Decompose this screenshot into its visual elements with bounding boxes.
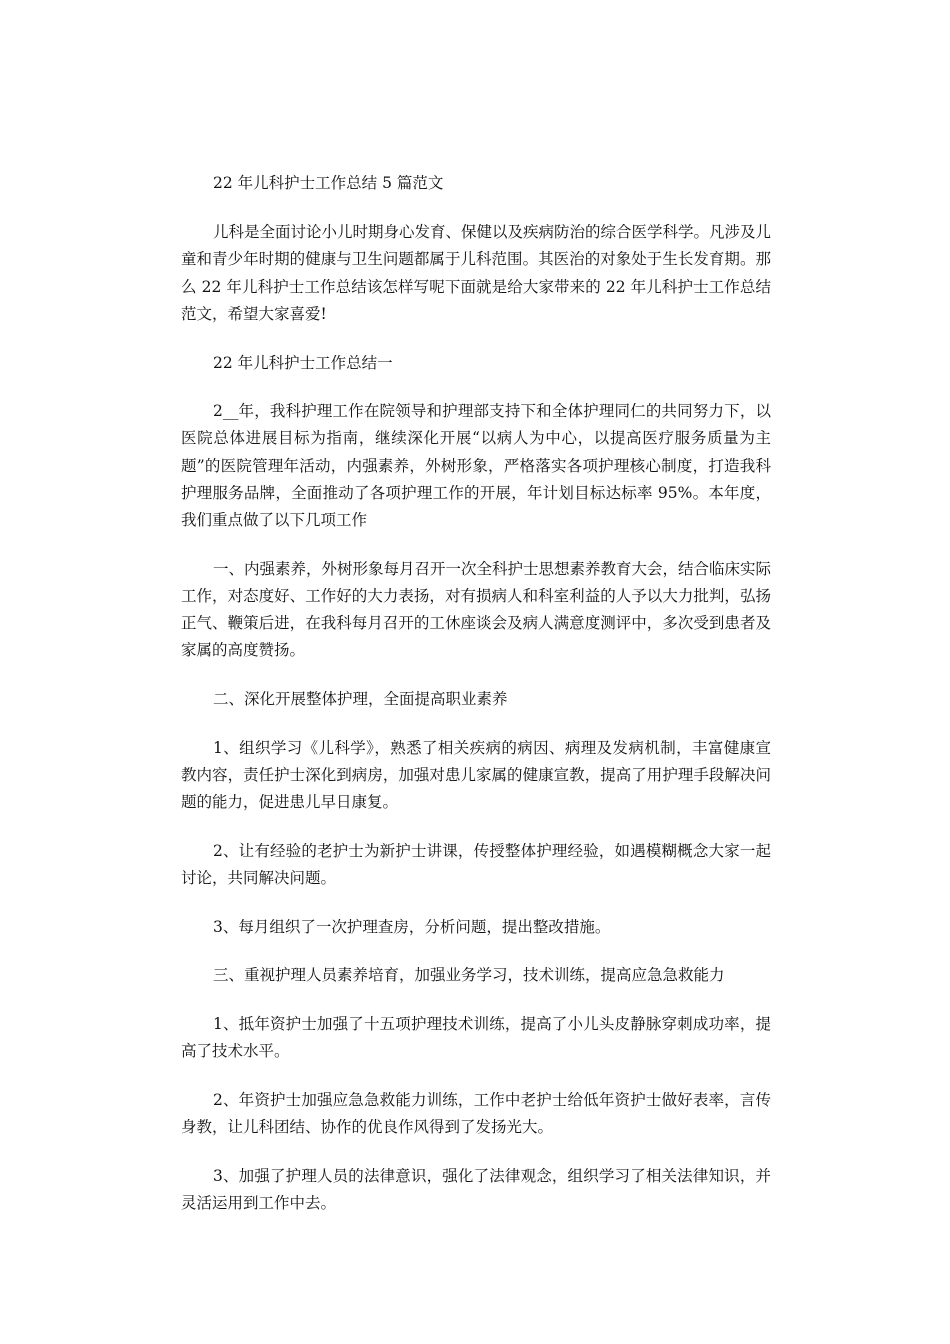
document-title: 22 年儿科护士工作总结 5 篇范文	[213, 174, 444, 192]
subsection-heading: 二、深化开展整体护理，全面提高职业素养	[213, 690, 508, 709]
list-item: 1、抵年资护士加强了十五项护理技术训练，提高了小儿头皮静脉穿刺成功率，提高了技术水平。	[181, 1015, 771, 1061]
body-paragraph: 一、内强素养，外树形象每月召开一次全科护士思想素养教育大会，结合临床实际工作，对态度好、工作好的大力表扬，对有损病人和科室利益的人予以大力批判，弘扬正气、鞭策后进，在我科每月召开的工休座谈会及病人满意度测评中，多次受到患者及家属的高度赞扬。	[181, 559, 772, 660]
document-body	[181, 170, 771, 1239]
subsection-heading: 三、重视护理人员素养培育，加强业务学习，技术训练，提高应急急救能力	[213, 966, 725, 985]
section-heading: 22 年儿科护士工作总结一	[213, 353, 393, 372]
list-item: 2、让有经验的老护士为新护士讲课，传授整体护理经验，如遇模糊概念大家一起讨论，共同解决问题。	[181, 841, 771, 888]
list-item: 1、组织学习《儿科学》，熟悉了相关疾病的病因、病理及发病机制，丰富健康宣教内容，责任护士深化到病房，加强对患儿家属的健康宣教，提高了用护理手段解决问题的能力，促进患儿早日康复。	[181, 738, 771, 812]
list-item: 3、每月组织了一次护理查房，分析问题，提出整改措施。	[213, 917, 611, 936]
list-item: 3、加强了护理人员的法律意识，强化了法律观念，组织学习了相关法律知识，并灵活运用到工作中去。	[181, 1166, 771, 1213]
intro-paragraph: 儿科是全面讨论小儿时期身心发育、保健以及疾病防治的综合医学科学。凡涉及儿童和青少年时期的健康与卫生问题都属于儿科范围。其医治的对象处于生长发育期。那么 22 年儿科护士工作总结该怎样写呢下面就是给大家带来的 22 年儿科护士工作总结范文，希望大家喜爱!	[181, 223, 772, 323]
body-paragraph: 2__年，我科护理工作在院领导和护理部支持下和全体护理同仁的共同努力下，以医院总体进展目标为指南，继续深化开展“以病人为中心，以提高医疗服务质量为主题”的医院管理年活动，内强素养，外树形象，严格落实各项护理核心制度，打造我科护理服务品牌，全面推动了各项护理工作的开展，年计划目标达标率 95%。本年度，我们重点做了以下几项工作	[181, 402, 771, 530]
list-item: 2、年资护士加强应急急救能力训练，工作中老护士给低年资护士做好表率，言传身教，让儿科团结、协作的优良作风得到了发扬光大。	[181, 1091, 771, 1137]
